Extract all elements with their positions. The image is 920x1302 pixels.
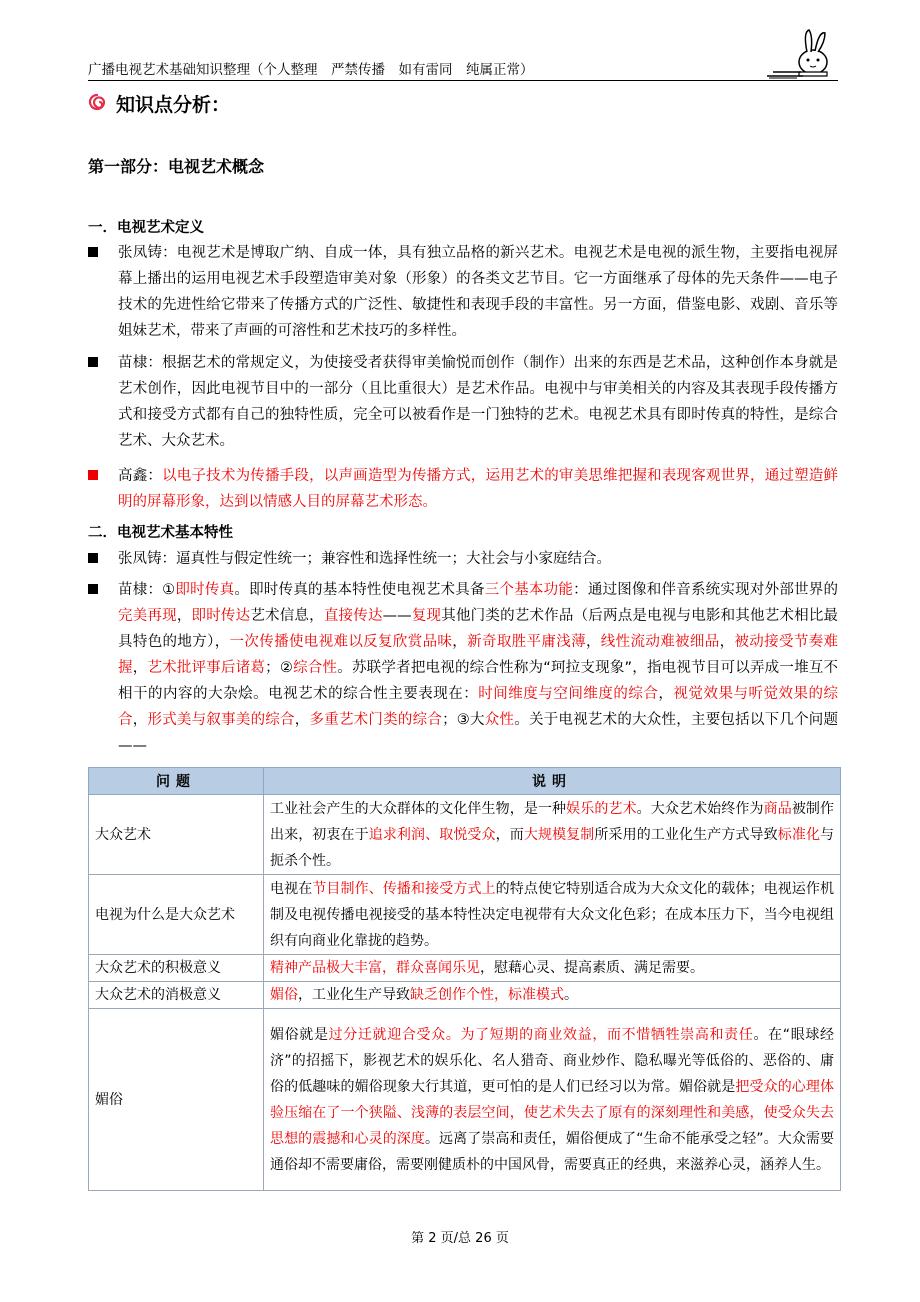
text-run: 追求利润、取悦受众: [368, 826, 496, 843]
text-run: 直接传达: [323, 608, 383, 624]
paragraph-gao: [118, 463, 838, 515]
text-run: 即时传真: [175, 582, 235, 598]
text-run: 。即时传真的基本特性使电视艺术具备: [234, 582, 485, 598]
text-run: 。苏联学者把电视的综合性称为“珂拉支现象”，指电视节目可以弄成一堆互不相干的内容的大杂烩。电视艺术的综合性主要表现在：: [118, 660, 839, 702]
text-run: 多重艺术门类的综合: [309, 712, 443, 728]
page-footer: 第 2 页/总 26 页: [411, 1231, 509, 1246]
text-run: ，工业化生产导致: [298, 987, 410, 1003]
text-run: ，而: [495, 826, 524, 843]
bullet-icon: [88, 357, 98, 369]
header-rule: [88, 80, 838, 81]
swirl-icon: [88, 93, 106, 111]
text-run: 新奇取胜平庸浅薄: [467, 634, 586, 650]
table-row: [89, 982, 841, 1009]
text-run: 苗棣：①: [118, 582, 176, 598]
text-run: 电视在: [270, 880, 313, 897]
text-run: 节目制作、传播和接受方式上: [312, 880, 496, 897]
text-run: ；②: [265, 660, 294, 676]
text-run: 所采用的工业化生产方式导致: [594, 826, 778, 843]
text-run: 视觉效果与听觉效果的综合: [118, 686, 839, 728]
text-run: 媚俗: [270, 987, 298, 1003]
table-header-explanation: 说明: [264, 768, 841, 795]
text-run: ，: [132, 712, 148, 728]
text-run: 工业社会产生的大众群体的文化伴生物，是一种: [270, 800, 567, 817]
bullet-icon: [88, 584, 98, 596]
text-run: 形式美与叙事美的综合: [147, 712, 295, 728]
table-cell-explanation: [264, 982, 841, 1009]
table-row: [89, 1009, 841, 1191]
subsection-title-1: 一．电视艺术定义: [88, 220, 204, 236]
text-run: 的特点使它特别适合成为大众文化的载体；电视运作机制及电视传播电视接受的基本特性决定电视带有大众文化色彩；在成本压力下，当今电视组织有向商业化靠拢的趋势。: [270, 880, 835, 949]
text-run: 即时传达: [191, 608, 251, 624]
table-cell-question: 大众艺术: [89, 795, 264, 875]
section-title: 知识点分析：: [116, 94, 231, 116]
table-cell-question: 媚俗: [89, 1009, 264, 1191]
table-row: [89, 955, 841, 982]
paragraph-gao-definition: 以电子技术为传播手段，以声画造型为传播方式，运用艺术的审美思维把握和表现客观世界，通过塑造鲜明的屏幕形象，达到以情感人目的屏幕艺术形态。: [118, 468, 838, 510]
text-run: ，: [176, 608, 192, 624]
subsection-title-2: 二．电视艺术基本特性: [88, 525, 233, 541]
text-run: 线性流动难被细品: [600, 634, 720, 650]
table-header-row: [89, 768, 841, 795]
text-run: 艺术信息，: [250, 608, 324, 624]
text-run: 。关于电视艺术的大众性，主要包括以下几个问题——: [118, 712, 839, 754]
text-run: ，慰藉心灵、提高素质、满足需要。: [480, 960, 704, 976]
text-run: 综合性: [293, 660, 338, 676]
text-run: 。: [564, 987, 578, 1003]
table-cell-explanation: [264, 955, 841, 982]
text-run: 。远离了崇高和责任，媚俗便成了“生命不能承受之轻”。大众需要通俗却不需要庸俗，需要刚健质朴的中国风骨，需要真正的经典，来滋养心灵，涵养人生。: [270, 1130, 834, 1173]
text-run: 标准化: [777, 826, 821, 843]
text-run: 过分迁就迎合受众。为了短期的商业效益，而不惜牺牲崇高和责任: [328, 1026, 754, 1043]
paragraph-miao-traits: [118, 577, 838, 759]
text-run: ，: [132, 660, 148, 676]
text-run: 娱乐的艺术: [566, 800, 637, 817]
paragraph-zhang: 张凤铸：电视艺术是博取广纳、自成一体，具有独立品格的新兴艺术。电视艺术是电视的派生物，主要指电视屏幕上播出的运用电视艺术手段塑造审美对象（形象）的各类文艺节目。它一方面继承了母体的先天条件——电子技术的先进性给它带来了传播方式的广泛性、敏捷性和表现手段的丰富性。另一方面，借鉴电影、戏剧、音乐等姐妹艺术，带来了声画的可溶性和艺术技巧的多样性。: [118, 245, 838, 339]
paragraph-miao: 苗棣：根据艺术的常规定义，为使接受者获得审美愉悦而创作（制作）出来的东西是艺术品，这种创作本身就是艺术创作，因此电视节目中的一部分（且比重很大）是艺术作品。电视中与审美相关的内容及其表现手段传播方式和接受方式都有自己的独特性质，完全可以被看作是一门独特的艺术。电视艺术具有即时传真的特性，是综合艺术、大众艺术。: [118, 355, 838, 449]
text-run: 。在“眼球经济”的招摇下，影视艺术的娱乐化、名人猎奇、商业炒作、隐私曝光等低俗的、恶俗的、庸俗的低趣味的媚俗现象大行其道，更可怕的是人们已经习以为常。媚俗就是: [270, 1026, 834, 1095]
table-cell-explanation: [264, 795, 841, 875]
paragraph-gao-speaker: 高鑫：: [118, 468, 163, 484]
text-run: ，: [294, 712, 310, 728]
table-cell-explanation: [264, 1009, 841, 1191]
text-run: 时间维度与空间维度的综合: [478, 686, 659, 702]
text-run: 一次传播使电视难以反复欣赏品味: [229, 634, 453, 650]
text-run: ——: [382, 608, 412, 624]
text-run: 复现: [411, 608, 442, 624]
text-run: 完美再现: [118, 608, 177, 624]
table-cell-question: 大众艺术的消极意义: [89, 982, 264, 1009]
text-run: ，: [585, 634, 601, 650]
text-run: 缺乏创作个性，标准模式: [410, 987, 564, 1003]
text-run: 。大众艺术始终作为: [636, 800, 764, 817]
text-run: 艺术批评事后诸葛: [147, 660, 266, 676]
page-header: 广播电视艺术基础知识整理（个人整理 严禁传播 如有雷同 纯属正常）: [88, 62, 534, 78]
bullet-icon: [88, 470, 98, 482]
table-header-question: 问题: [89, 768, 264, 795]
text-run: 把受众的心理体验压缩在了一个狭隘、浅薄的表层空间，使艺术失去了原有的深刻理性和美感，使受众失去思想的震撼和心灵的深度: [270, 1078, 835, 1147]
text-run: ，: [452, 634, 468, 650]
text-run: 众性: [484, 712, 515, 728]
text-run: 媚俗就是: [270, 1026, 329, 1043]
table-row: [89, 795, 841, 875]
text-run: ；③大: [442, 712, 485, 728]
table-cell-explanation: [264, 875, 841, 955]
rabbit-logo-icon: [763, 26, 843, 84]
text-run: ：通过图像和伴音系统实现对外部世界的: [573, 582, 839, 598]
popularity-table: [88, 767, 841, 1191]
table-cell-question: 电视为什么是大众艺术: [89, 875, 264, 955]
text-run: 三个基本功能: [484, 582, 574, 598]
text-run: 精神产品极大丰富，群众喜闻乐见: [270, 960, 480, 976]
table-cell-question: 大众艺术的积极意义: [89, 955, 264, 982]
text-run: 其他门类的艺术作品（后两点是电视与电影和其他艺术相比最具特色的地方），: [118, 608, 839, 650]
text-run: ，: [719, 634, 735, 650]
text-run: 大规模复制: [523, 826, 595, 843]
bullet-icon: [88, 247, 98, 259]
bullet-icon: [88, 553, 98, 565]
text-run: 被制作出来，初衷在于: [270, 800, 835, 843]
paragraph-zhang-traits: 张凤铸：逼真性与假定性统一；兼容性和选择性统一；大社会与小家庭结合。: [118, 551, 611, 567]
text-run: 商品: [763, 800, 792, 817]
table-row: [89, 875, 841, 955]
text-run: 被动接受节奏难握: [118, 634, 839, 676]
text-run: 与扼杀个性。: [270, 826, 835, 869]
part-title: 第一部分：电视艺术概念: [88, 157, 265, 176]
text-run: ，: [658, 686, 674, 702]
